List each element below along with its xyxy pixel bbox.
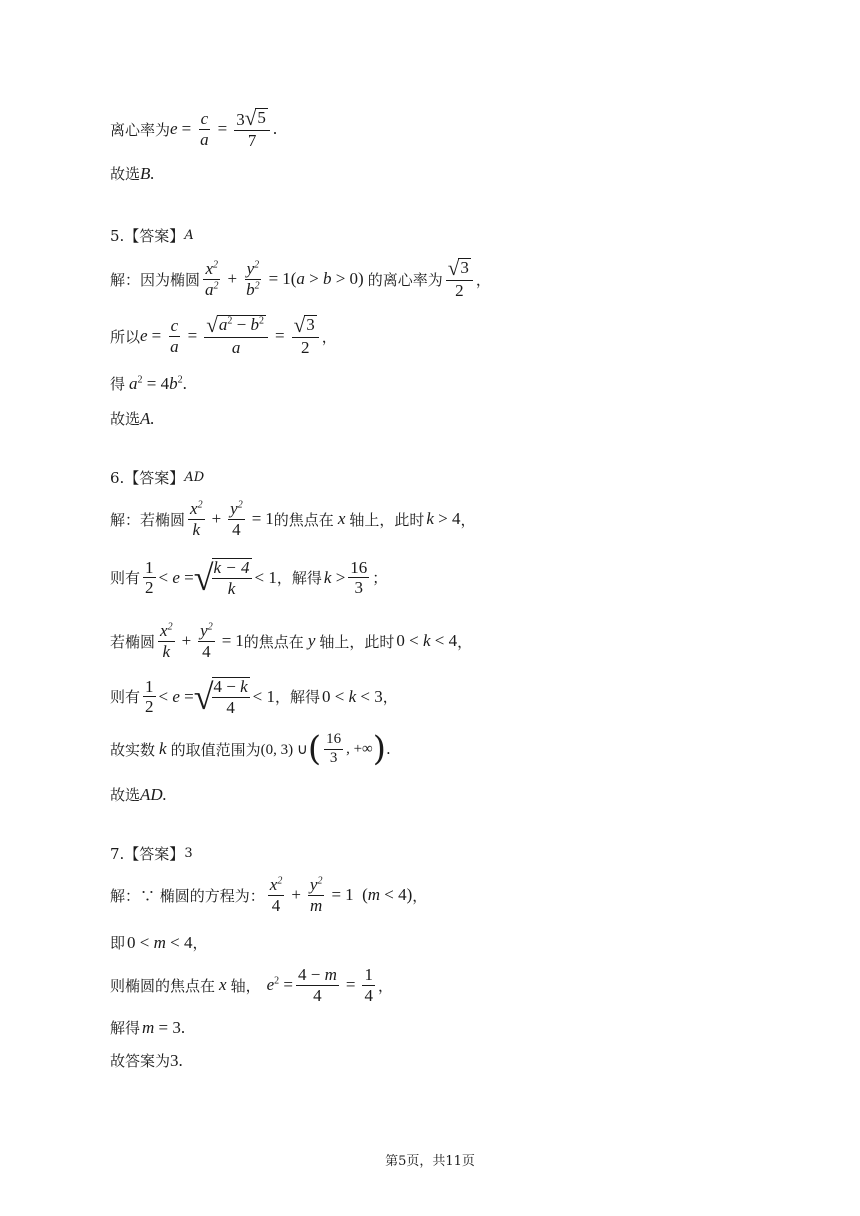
text: 所以: [110, 327, 141, 346]
fraction: $\frac{c}{a}$: [200, 108, 209, 149]
text: 若椭圆: [110, 632, 156, 651]
q5-header: [110, 225, 194, 246]
text: 轴上，此时: [319, 632, 395, 651]
text: 故实数: [110, 740, 156, 759]
text: 轴上，此时: [349, 510, 425, 529]
q6-line-2: 则有 $\frac{1}{2}$ < e = √ $\frac{k - 4}{k}$ < 1 ，解得 k > $\frac{16}{3}$ ；: [110, 557, 388, 598]
q5-line-3: 得 $a^2 = 4b^2$.: [110, 373, 187, 393]
text: 的焦点在: [243, 632, 304, 651]
q7-line-3: 则椭圆的焦点在 x 轴， $e^2$ = $\frac{4 - m}{4}$ = $\frac{1}{4}$ ，: [110, 965, 393, 1005]
page-footer: 第5页，共11页: [385, 1154, 475, 1169]
q5-line-1: 解：因为椭圆 $\frac{x^2}{a^2}$ + $\frac{y^2}{b^2}$ = 1(a > b > 0) 的离心率为 √ 3 2 ，: [110, 256, 491, 301]
text: 故选: [110, 786, 141, 804]
text: 的取值范围为: [170, 740, 261, 759]
answer: A: [184, 228, 194, 243]
answer: AD: [184, 470, 205, 485]
math-e: e: [170, 119, 178, 139]
text: 解：因为椭圆: [110, 270, 201, 289]
q7-line-5: [110, 1050, 183, 1071]
text: 则有: [110, 569, 141, 588]
q6-line-3: 若椭圆 $\frac{x^2}{k}$ + $\frac{y^2}{4}$ = 1 的焦点在 y 轴上，此时 0 < k < 4 ，: [110, 621, 473, 661]
answer: AD.: [140, 784, 167, 804]
q5-line-2: 所以 e = $\frac{c}{a}$ = √ $a^2 - b^2$ a = √ 3 2 ，: [110, 313, 337, 358]
answer: B.: [140, 163, 155, 183]
q5-line-4: [110, 408, 155, 429]
text: 故答案为: [110, 1052, 171, 1070]
text: 轴，: [230, 976, 261, 995]
text: 6.【答案】: [110, 469, 185, 487]
q7-line-2: 即 0 < m < 4 ，: [110, 932, 208, 952]
text: ，解得: [275, 688, 321, 707]
q6-header: [110, 467, 204, 488]
text: 5.【答案】: [110, 227, 185, 245]
text: 解：若椭圆: [110, 510, 186, 529]
choice-line: [110, 163, 155, 184]
q6-line-5: 故实数 k 的取值范围为 (0, 3) ∪ ( $\frac{16}{3}$ , +∞ ) .: [110, 729, 391, 770]
text: 7.【答案】: [110, 845, 185, 863]
text: ，解得: [276, 569, 322, 588]
text: 的离心率为: [367, 270, 443, 289]
answer: 3: [184, 846, 193, 861]
text: 则有: [110, 688, 141, 707]
text: 故选: [110, 410, 141, 428]
answer: 3.: [170, 1050, 183, 1070]
q6-line-1: 解：若椭圆 $\frac{x^2}{k}$ + $\frac{y^2}{4}$ = 1 的焦点在 x 轴上，此时 k > 4 ，: [110, 499, 476, 539]
text: 的焦点在: [273, 510, 334, 529]
q7-line-4: 解得 m = 3.: [110, 1017, 186, 1037]
text: 故选: [110, 165, 141, 183]
text: 则椭圆的焦点在: [110, 976, 216, 995]
text: 即: [110, 934, 126, 952]
text: 解得: [110, 1019, 141, 1037]
q7-header: [110, 843, 193, 864]
answer: A.: [140, 408, 155, 428]
text: 得: [110, 375, 126, 393]
text: 离心率为: [110, 120, 171, 139]
q7-line-1: 解：∵ 椭圆的方程为： $\frac{x^2}{4}$ + $\frac{y^2}{m}$ = 1 (m < 4) ，: [110, 875, 428, 915]
fraction: 3 √ 5 7: [234, 108, 270, 150]
q6-line-4: 则有 $\frac{1}{2}$ < e = √ $\frac{4 - k}{4}$ < 1 ，解得 0 < k < 3 ，: [110, 676, 398, 717]
text: 解：∵ 椭圆的方程为：: [110, 886, 265, 905]
eccentricity-line: 离心率为 e = $\frac{c}{a}$ = 3 √ 5 7 .: [110, 106, 278, 151]
q6-line-6: [110, 784, 167, 805]
